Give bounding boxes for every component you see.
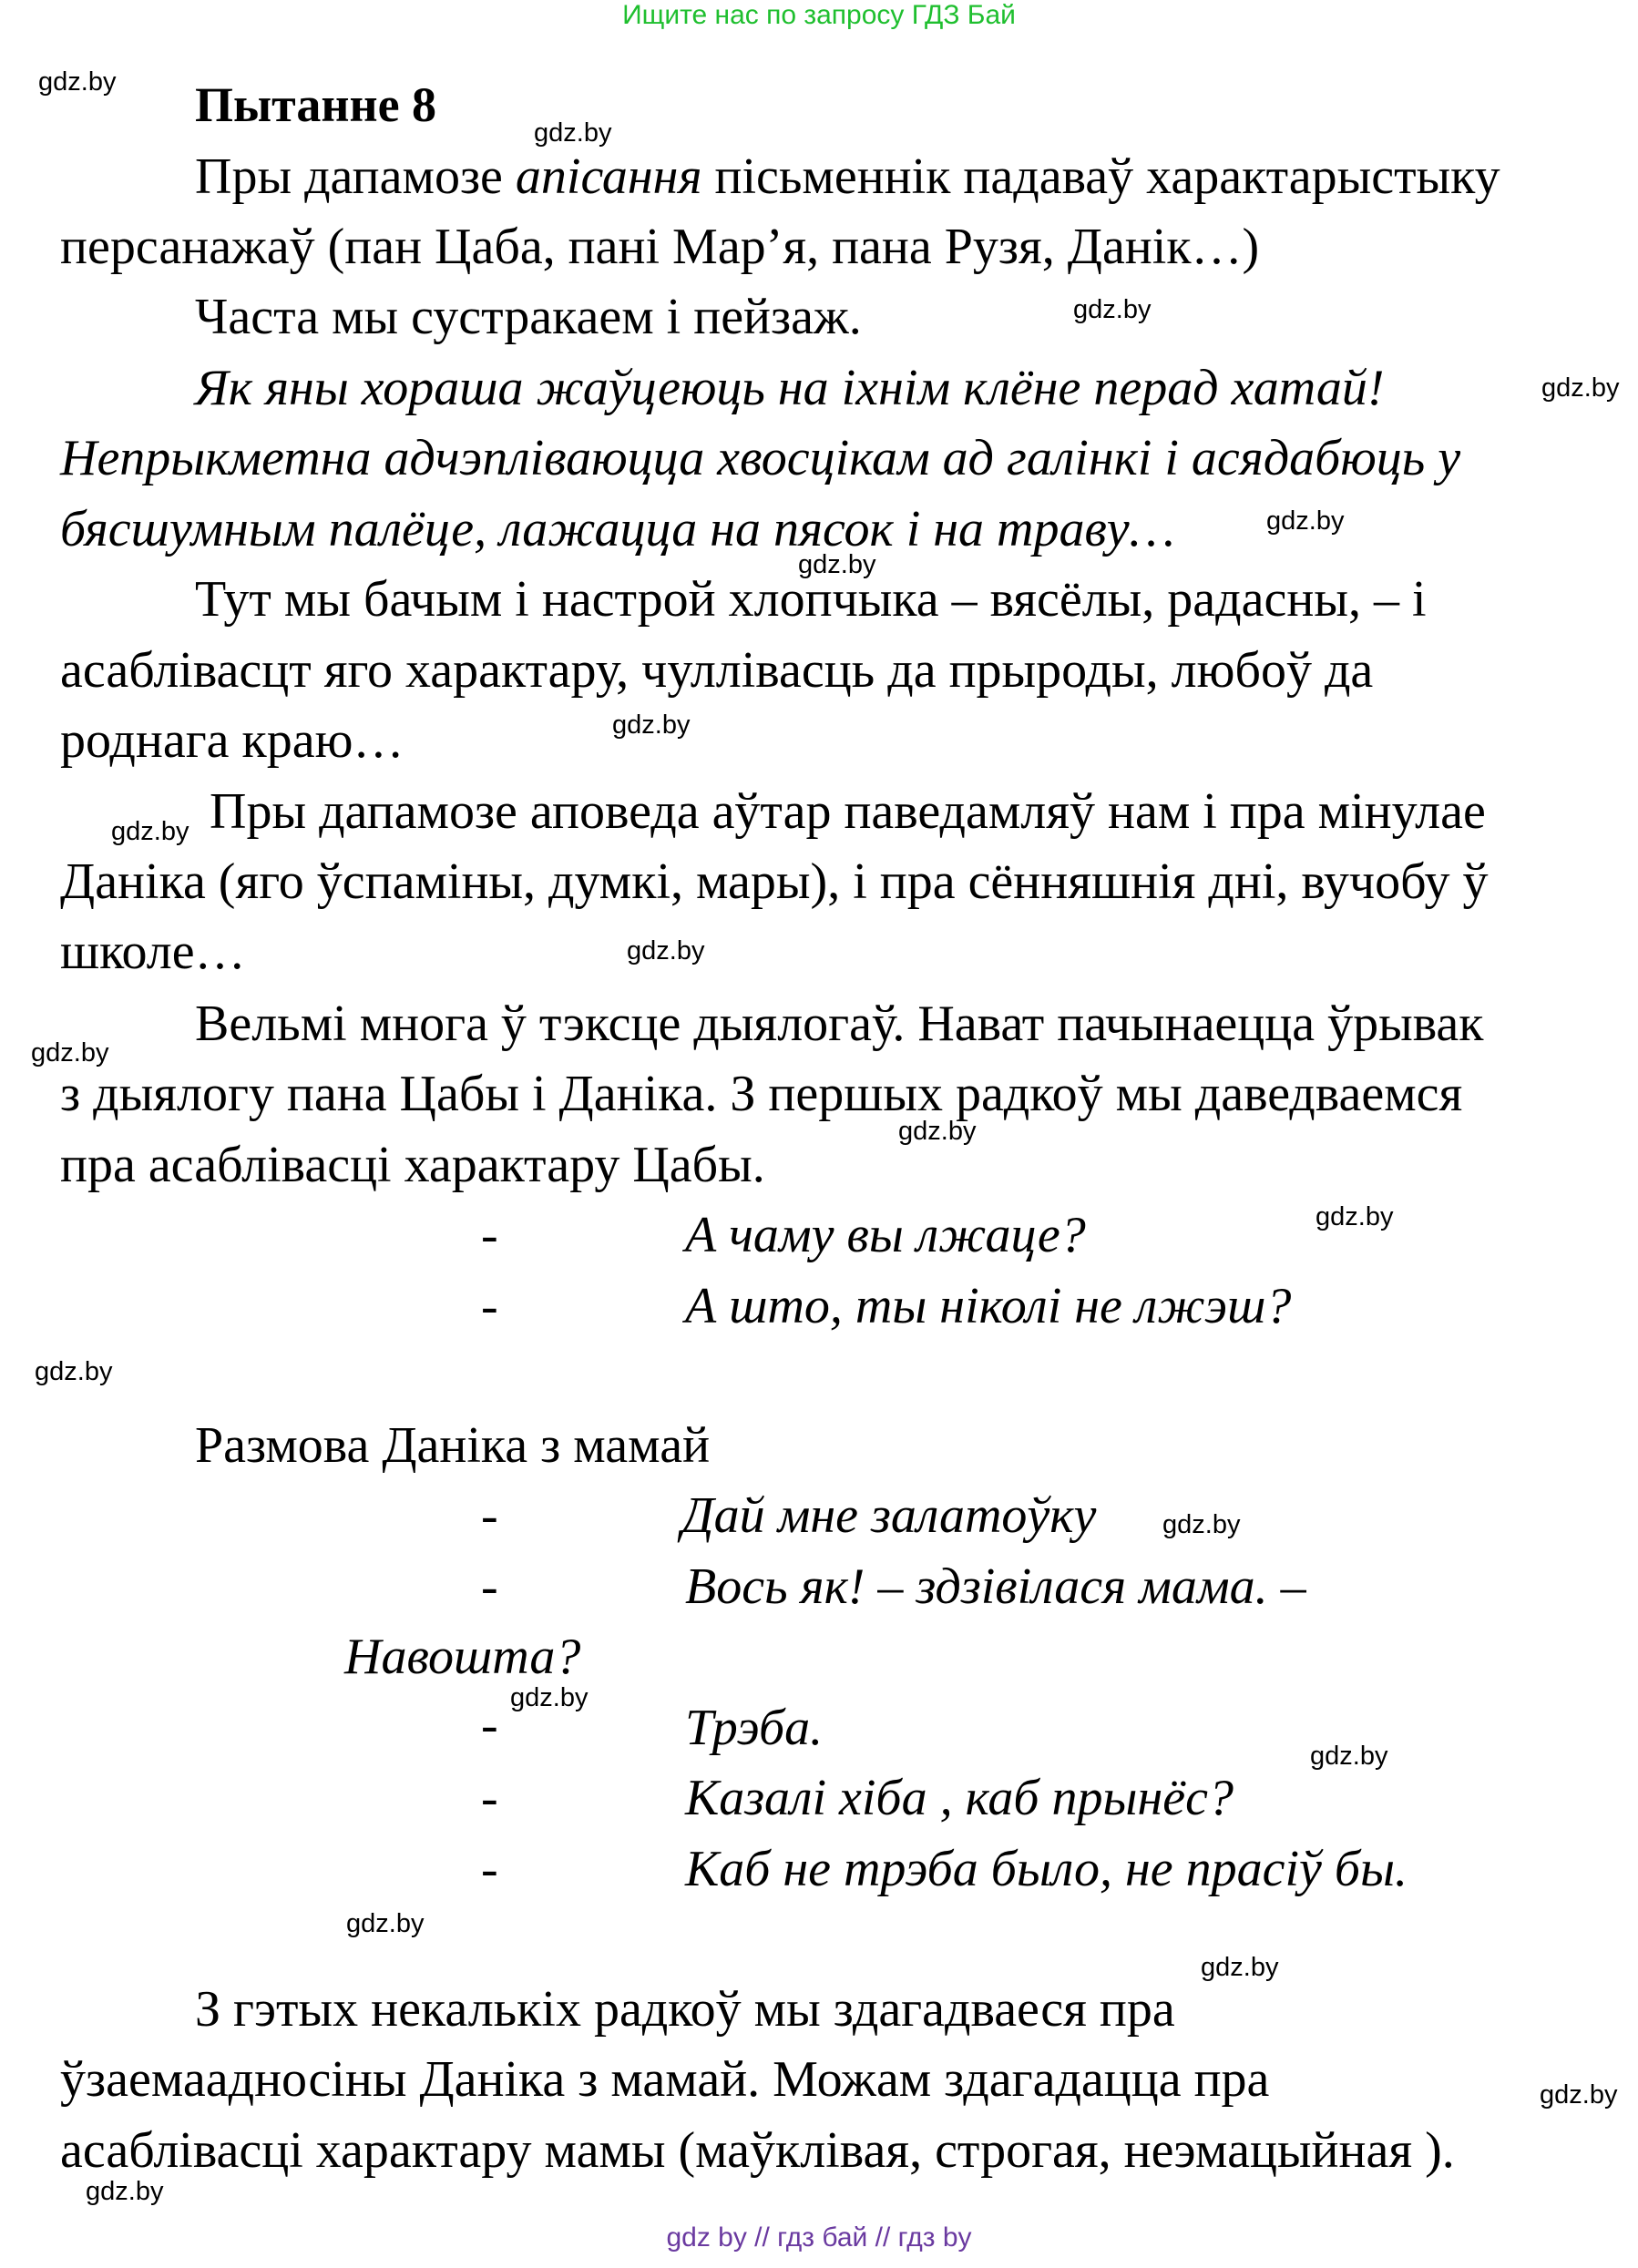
watermark: gdz.by bbox=[1310, 1742, 1388, 1771]
paragraph-3-line-2: асаблівасцт яго характару, чуллівасць да прыроды, любоў да bbox=[60, 642, 1374, 699]
dialog-2-reply-1: Дай мне залатоўку bbox=[681, 1487, 1097, 1544]
paragraph-7-line-1: З гэтых некалькіх радкоў мы здагадваеся пра bbox=[195, 1981, 1175, 2038]
dialog-2-reply-2-continuation: Навошта? bbox=[344, 1629, 581, 1685]
dialog-dash: - bbox=[481, 1207, 498, 1263]
paragraph-3-line-1: Тут мы бачым і настрой хлопчыка – вясёлы, радасны, – і bbox=[195, 571, 1427, 628]
paragraph-4-line-3: школе… bbox=[60, 924, 246, 980]
watermark: gdz.by bbox=[346, 1909, 425, 1938]
watermark: gdz.by bbox=[1316, 1202, 1394, 1231]
watermark: gdz.by bbox=[534, 118, 612, 148]
paragraph-4-line-1: Пры дапамозе аповеда аўтар паведамляў нам і пра мінулае bbox=[210, 783, 1486, 840]
watermark: gdz.by bbox=[1266, 506, 1345, 536]
paragraph-7-line-2: ўзаемаадносіны Даніка з мамай. Можам здагадацца пра bbox=[60, 2051, 1270, 2108]
quote-line-3: бясшумным палёце, лажацца на пясок і на траву… bbox=[60, 501, 1175, 557]
italic-term: апісання bbox=[515, 148, 702, 205]
footer-links: gdz by // гдз бай // гдз by bbox=[666, 2222, 972, 2253]
watermark: gdz.by bbox=[86, 2177, 164, 2206]
watermark: gdz.by bbox=[1073, 295, 1152, 324]
watermark: gdz.by bbox=[627, 936, 705, 965]
dialog-dash: - bbox=[481, 1558, 498, 1615]
paragraph-1-line-1 bbox=[195, 146, 1500, 208]
dialog-dash: - bbox=[481, 1278, 498, 1334]
dialog-2-reply-4: Казалі хіба , каб прынёс? bbox=[685, 1770, 1234, 1826]
watermark: gdz.by bbox=[798, 550, 876, 579]
dialog-2-reply-3: Трэба. bbox=[685, 1700, 824, 1756]
page-title: Пытанне 8 bbox=[195, 77, 437, 132]
dialog-2-reply-5: Каб не трэба было, не прасіў бы. bbox=[685, 1841, 1408, 1897]
watermark: gdz.by bbox=[111, 817, 189, 846]
watermark: gdz.by bbox=[898, 1117, 977, 1146]
dialog-dash: - bbox=[481, 1487, 498, 1544]
watermark: gdz.by bbox=[510, 1683, 589, 1712]
watermark: gdz.by bbox=[1541, 373, 1620, 403]
search-hint-banner: Ищите нас по запросу ГДЗ Бай bbox=[622, 0, 1016, 30]
watermark: gdz.by bbox=[31, 1038, 109, 1068]
paragraph-5-line-3: пра асаблівасці характару Цабы. bbox=[60, 1137, 765, 1193]
paragraph-5-line-1: Вельмі многа ў тэксце дыялогаў. Нават пачынаецца ўрывак bbox=[195, 996, 1484, 1052]
watermark: gdz.by bbox=[35, 1357, 113, 1386]
dialog-1-reply-2: А што, ты ніколі не лжэш? bbox=[685, 1278, 1292, 1334]
watermark: gdz.by bbox=[1540, 2080, 1618, 2110]
watermark: gdz.by bbox=[612, 710, 691, 740]
paragraph-1-line-2: персанажаў (пан Цаба, пані Мар’я, пана Рузя, Данік…) bbox=[60, 219, 1260, 275]
dialog-dash: - bbox=[481, 1841, 498, 1897]
paragraph-7-line-3: асаблівасці характару мамы (маўклівая, строгая, неэмацыйная ). bbox=[60, 2122, 1455, 2179]
dialog-dash: - bbox=[481, 1697, 498, 1753]
dialog-1-reply-1: А чаму вы лжаце? bbox=[685, 1207, 1086, 1263]
watermark: gdz.by bbox=[38, 67, 117, 97]
paragraph-5-line-2: з дыялогу пана Цабы і Даніка. З першых радкоў мы даведваемся bbox=[60, 1066, 1463, 1122]
quote-line-2: Непрыкметна адчэпліваюцца хвосцікам ад галінкі і асядабюць у bbox=[60, 430, 1461, 486]
paragraph-6: Размова Даніка з мамай bbox=[195, 1417, 711, 1474]
dialog-2-reply-2: Вось як! – здзівілася мама. – bbox=[685, 1558, 1306, 1615]
watermark: gdz.by bbox=[1201, 1953, 1279, 1982]
quote-line-1: Як яны хораша жаўцеюць на іхнім клёне перад хатай! bbox=[195, 360, 1385, 416]
text-run: пісьменнік падаваў характарыстыку bbox=[701, 148, 1500, 205]
dialog-dash: - bbox=[481, 1770, 498, 1826]
paragraph-2: Часта мы сустракаем і пейзаж. bbox=[195, 289, 862, 345]
paragraph-4-line-2: Даніка (яго ўспаміны, думкі, мары), і пра сённяшнія дні, вучобу ў bbox=[60, 853, 1489, 910]
paragraph-3-line-3: роднага краю… bbox=[60, 712, 404, 769]
watermark: gdz.by bbox=[1162, 1510, 1241, 1539]
text-run: Пры дапамозе bbox=[195, 148, 516, 205]
